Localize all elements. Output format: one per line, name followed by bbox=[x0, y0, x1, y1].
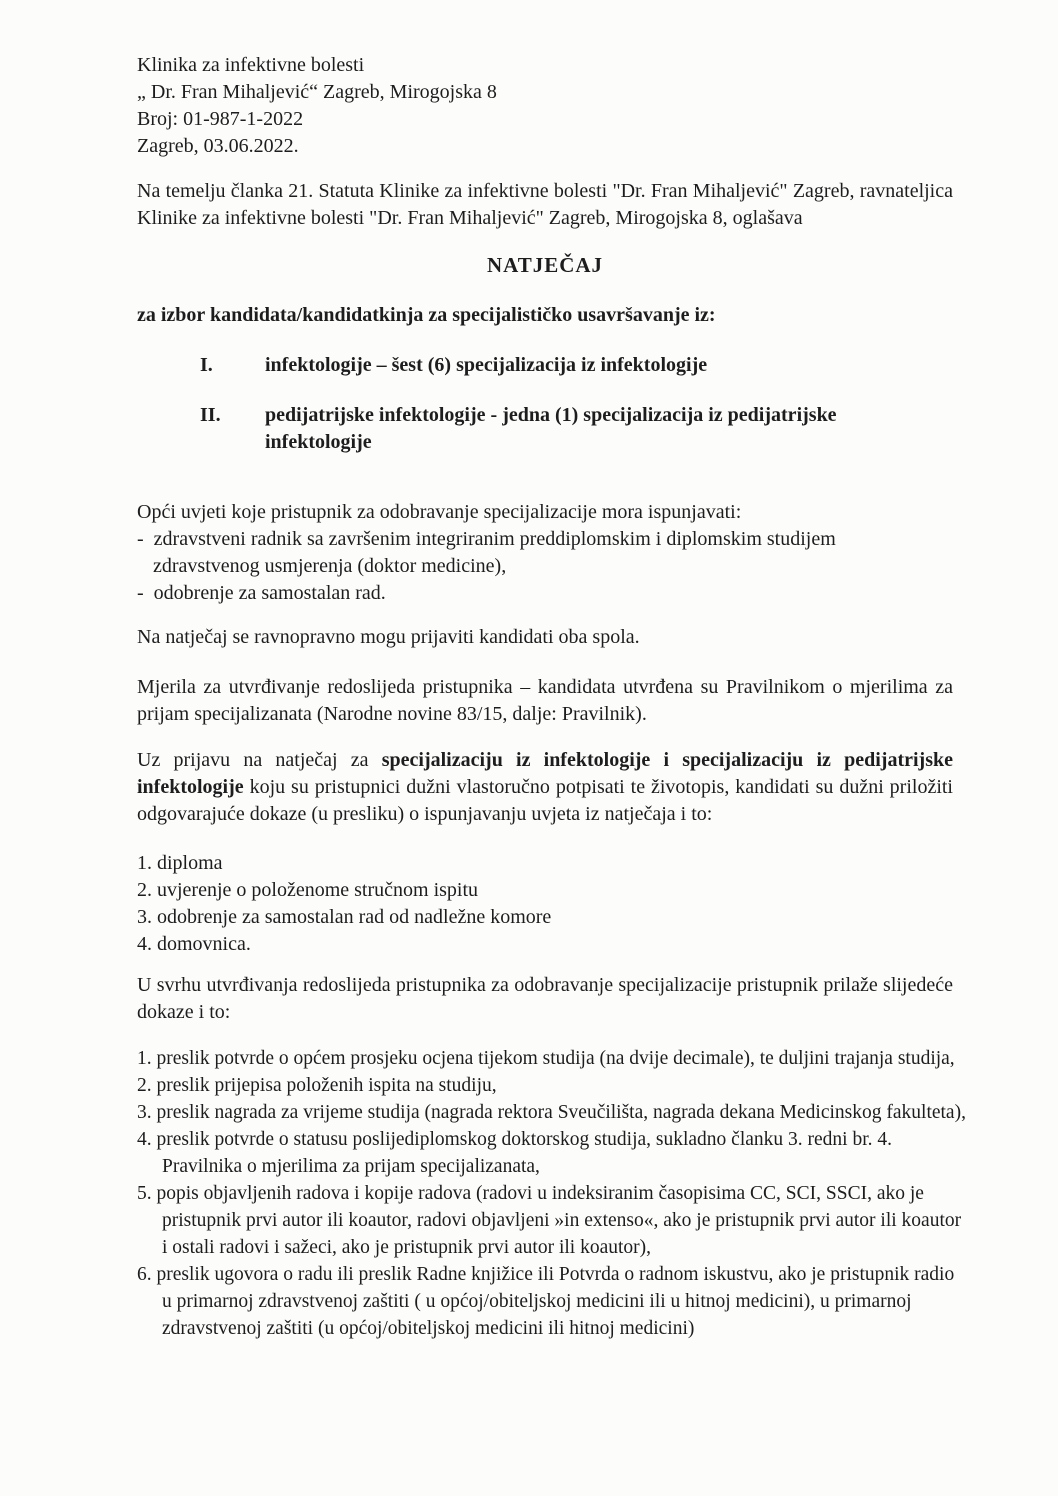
attachment-text: domovnica. bbox=[157, 933, 251, 955]
evidence-item bbox=[137, 1180, 967, 1261]
evidence-item bbox=[137, 1072, 967, 1099]
competition-subject: za izbor kandidata/kandidatkinja za specijalističko usavršavanje iz: bbox=[137, 304, 716, 326]
attachment-list bbox=[137, 850, 953, 958]
specialization-numeral: I. bbox=[200, 354, 213, 376]
general-conditions-heading: Opći uvjeti koje pristupnik za odobravanje specijalizacije mora ispunjavati: bbox=[137, 501, 742, 523]
attachment-number: 1. bbox=[137, 852, 152, 874]
equality-note: Na natječaj se ravnopravno mogu prijaviti kandidati oba spola. bbox=[137, 626, 640, 648]
evidence-item bbox=[137, 1099, 967, 1126]
legal-basis-paragraph: Na temelju članka 21. Statuta Klinike za infektivne bolesti "Dr. Fran Mihaljević" Zagreb, ravnateljica Klinike za infektivne bolesti "Dr. Fran Mihaljević" Zagreb, Mirogojska 8, oglašava bbox=[137, 180, 953, 229]
specialization-text: pedijatrijske infektologije - jedna (1) specijalizacija iz pedijatrijske infektologije bbox=[265, 404, 837, 453]
specialization-text: infektologije – šest (6) specijalizacija iz infektologije bbox=[265, 354, 708, 376]
attachment-text: uvjerenje o položenome stručnom ispitu bbox=[157, 879, 479, 901]
specialization-item-2 bbox=[137, 402, 953, 456]
application-text-bold: specijalizaciju iz infektologije i specijalizaciju iz pedijatrijske infektologije bbox=[137, 749, 953, 798]
letterhead-org-address: „ Dr. Fran Mihaljević“ Zagreb, Mirogojska 8 bbox=[137, 81, 497, 103]
attachment-item bbox=[137, 877, 953, 904]
specialization-item-1 bbox=[137, 352, 953, 379]
condition-item: - odobrenje za samostalan rad. bbox=[137, 580, 943, 607]
letterhead-date: Zagreb, 03.06.2022. bbox=[137, 135, 299, 157]
ranking-evidence-intro: U svrhu utvrđivanja redoslijeda pristupnika za odobravanje specijalizacije pristupnik prilaže slijedeće dokaze i to: bbox=[137, 974, 953, 1023]
evidence-item bbox=[137, 1261, 967, 1342]
evidence-text: preslik nagrada za vrijeme studija (nagrada rektora Sveučilišta, nagrada dekana Medicinskog fakulteta), bbox=[156, 1102, 966, 1123]
evidence-number: 4. bbox=[137, 1129, 152, 1150]
specialization-list bbox=[137, 352, 953, 456]
evidence-text: preslik potvrde o općem prosjeku ocjena tijekom studija (na dvije decimale), te duljini trajanja studija, bbox=[156, 1048, 955, 1069]
evidence-item bbox=[137, 1126, 967, 1180]
application-instructions-paragraph bbox=[137, 747, 953, 828]
evidence-number: 6. bbox=[137, 1264, 152, 1285]
attachment-item bbox=[137, 904, 953, 931]
ranking-criteria-paragraph: Mjerila za utvrđivanje redoslijeda pristupnika – kandidata utvrđena su Pravilnikom o mjerilima za prijam specijalizanata (Narodne novine 83/15, dalje: Pravilnik). bbox=[137, 676, 953, 725]
application-text-lead: Uz prijavu na natječaj za bbox=[137, 749, 382, 771]
general-conditions-list bbox=[137, 526, 953, 607]
letterhead bbox=[137, 52, 953, 160]
condition-item: - zdravstveni radnik sa završenim integriranim preddiplomskim i diplomskim studijem zdravstvenog usmjerenja (doktor medicine), bbox=[137, 526, 943, 580]
evidence-number: 5. bbox=[137, 1183, 152, 1204]
application-text-tail: koju su pristupnici dužni vlastoručno potpisati te životopis, kandidati su dužni priložiti odgovarajuće dokaze (u presliku) o ispunjavanju uvjeta iz natječaja i to: bbox=[137, 776, 953, 825]
evidence-text: preslik ugovora o radu ili preslik Radne knjižice ili Potvrda o radnom iskustvu, ako je pristupnik radio u primarnoj zdravstvenoj zaštiti ( u općoj/obiteljskoj medicini ili u hitnoj medicini), u primarnoj zdravstvenoj zaštiti (u općoj/obiteljskoj medicini ili hitnoj medicini) bbox=[156, 1264, 955, 1339]
evidence-number: 3. bbox=[137, 1102, 152, 1123]
letterhead-org-name: Klinika za infektivne bolesti bbox=[137, 54, 365, 76]
attachment-number: 2. bbox=[137, 879, 152, 901]
evidence-number: 1. bbox=[137, 1048, 152, 1069]
evidence-text: popis objavljenih radova i kopije radova (radovi u indeksiranim časopisima CC, SCI, SSCI, ako je pristupnik prvi autor ili koautor, radovi objavljeni »in extenso«, ako je pristupnik prvi autor ili koautor i ostali radovi i sažeci, ako je pristupnik prvi autor ili koautor), bbox=[156, 1183, 962, 1258]
document-title: NATJEČAJ bbox=[486, 253, 604, 277]
letterhead-ref-number: Broj: 01-987-1-2022 bbox=[137, 108, 304, 130]
evidence-text: preslik prijepisa položenih ispita na studiju, bbox=[156, 1075, 497, 1096]
evidence-text: preslik potvrde o statusu poslijediplomskog doktorskog studija, sukladno članku 3. redni br. 4. Pravilnika o mjerilima za prijam specijalizanata, bbox=[156, 1129, 893, 1177]
specialization-numeral: II. bbox=[200, 404, 221, 426]
attachment-item bbox=[137, 931, 953, 958]
attachment-number: 3. bbox=[137, 906, 152, 928]
attachment-text: odobrenje za samostalan rad od nadležne komore bbox=[157, 906, 552, 928]
evidence-number: 2. bbox=[137, 1075, 152, 1096]
attachment-text: diploma bbox=[157, 852, 223, 874]
attachment-number: 4. bbox=[137, 933, 152, 955]
evidence-item bbox=[137, 1045, 967, 1072]
evidence-list bbox=[137, 1045, 967, 1342]
attachment-item bbox=[137, 850, 953, 877]
